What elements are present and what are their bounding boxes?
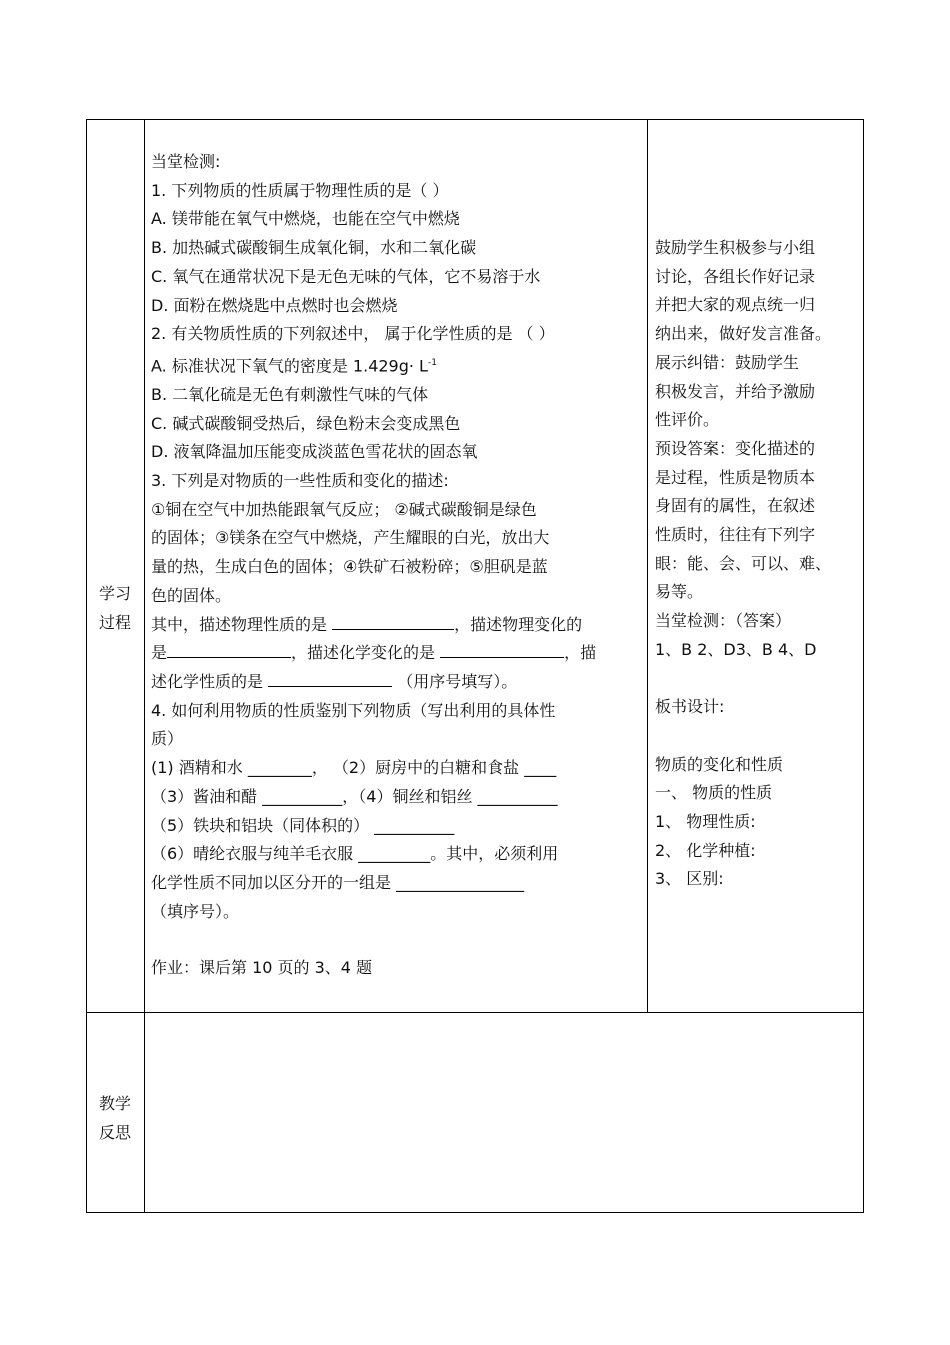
- classroom-test-content: [151, 148, 643, 983]
- side-note-line: 纳出来，做好发言准备。: [655, 324, 832, 344]
- question-4-item: （填序号）。: [151, 901, 240, 921]
- column-divider-left: [144, 120, 145, 1213]
- question-4-item: (1) 酒精和水 ________， （2）厨房中的白糖和食盐 ____: [151, 758, 557, 778]
- lesson-table: [86, 119, 864, 1213]
- question-4-item: （5）铁块和铝块（同体积的） __________: [151, 815, 455, 835]
- side-note-line: 展示纠错：鼓励学生: [655, 352, 800, 372]
- side-note-line: 性质时，往往有下列字: [655, 525, 816, 545]
- fill-text: ，描述物理变化的: [454, 614, 583, 634]
- side-note-line: 讨论，各组长作好记录: [655, 266, 816, 286]
- side-note-line: 1、B 2、D3、B 4、D: [655, 639, 817, 659]
- question-3-line: 的固体；③镁条在空气中燃烧，产生耀眼的白光，放出大: [151, 528, 550, 548]
- row-label-line: 学习: [98, 584, 131, 603]
- question-1-option-c: C. 氧气在通常状况下是无色无味的气体，它不易溶于水: [151, 266, 541, 286]
- column-divider-right: [647, 120, 648, 1012]
- fill-text: 是: [151, 643, 168, 663]
- side-note-line: 板书设计:: [655, 697, 725, 717]
- fill-text: 述化学性质的是: [151, 671, 264, 691]
- answer-blank-chemical-property[interactable]: [268, 668, 392, 687]
- answer-blank-physical-property[interactable]: [332, 611, 454, 630]
- fill-text: ，描: [564, 643, 597, 663]
- side-note-line: 是过程，性质是物质本: [655, 467, 816, 487]
- question-1-option-a: A. 镁带能在氧气中燃烧，也能在空气中燃烧: [151, 209, 460, 229]
- answer-blank-physical-change[interactable]: [167, 639, 291, 658]
- fill-text: （用序号填写）。: [397, 671, 518, 691]
- question-3-line: ①铜在空气中加热能跟氧气反应； ②碱式碳酸铜是绿色: [151, 499, 537, 519]
- side-note-line: 3、 区别:: [655, 869, 724, 889]
- question-2-option-b: B. 二氧化硫是无色有刺激性气味的气体: [151, 384, 429, 404]
- row-label-line: 过程: [98, 613, 131, 632]
- side-note-line: 预设答案：变化描述的: [655, 438, 816, 458]
- question-3-line: 量的热，生成白色的固体；④铁矿石被粉碎；⑤胆矾是蓝: [151, 557, 548, 577]
- question-3-line: 色的固体。: [151, 585, 232, 605]
- question-2-option-d: D. 液氧降温加压能变成淡蓝色雪花状的固态氧: [151, 442, 478, 462]
- side-note-line: 性评价。: [655, 410, 720, 430]
- question-2: 2. 有关物质性质的下列叙述中， 属于化学性质的是 （ ）: [151, 324, 555, 344]
- question-4: 4. 如何利用物质的性质鉴别下列物质（写出利用的具体性: [151, 700, 556, 720]
- side-note-line: 身固有的属性，在叙述: [655, 496, 816, 516]
- fill-text: ，描述化学变化的是: [291, 643, 436, 663]
- question-2-option-c: C. 碱式碳酸铜受热后，绿色粉末会变成黑色: [151, 413, 461, 433]
- question-4-item: （6）晴纶衣服与纯羊毛衣服 _________。其中，必须利用: [151, 844, 559, 864]
- side-note-line: 积极发言，并给予激励: [655, 381, 816, 401]
- row-label-teaching-reflection: [87, 1089, 143, 1147]
- side-note-line: 2、 化学种植:: [655, 840, 756, 860]
- row-label-line: 反思: [98, 1123, 131, 1142]
- homework-line: 作业：课后第 10 页的 3、4 题: [151, 958, 373, 978]
- fill-text: 其中，描述物理性质的是: [151, 614, 328, 634]
- side-note-line: [655, 722, 855, 751]
- side-note-line: [655, 665, 855, 694]
- question-3-fill-line: [151, 611, 643, 640]
- side-note-line: 易等。: [655, 582, 704, 602]
- side-note-line: 1、 物理性质:: [655, 812, 756, 832]
- question-1: 1. 下列物质的性质属于物理性质的是（ ）: [151, 180, 449, 200]
- question-1-option-d: D. 面粉在燃烧匙中点燃时也会燃烧: [151, 295, 398, 315]
- teacher-notes-column: [655, 234, 855, 894]
- side-note-line: 当堂检测：（答案）: [655, 611, 792, 631]
- question-3-fill-line: [151, 639, 643, 668]
- spacer: [151, 926, 643, 954]
- question-3-fill-line: [151, 668, 643, 697]
- row-divider: [87, 1012, 864, 1013]
- answer-blank-chemical-change[interactable]: [440, 639, 564, 658]
- section-heading: 当堂检测:: [151, 152, 221, 171]
- superscript: -1: [427, 357, 437, 368]
- side-note-line: 并把大家的观点统一归: [655, 295, 816, 315]
- question-3: 3. 下列是对物质的一些性质和变化的描述:: [151, 471, 449, 491]
- question-1-option-b: B. 加热碱式碳酸铜生成氧化铜，水和二氧化碳: [151, 238, 477, 258]
- question-2-option-a: [151, 349, 643, 381]
- row-label-line: 教学: [98, 1094, 131, 1113]
- side-note-line: 鼓励学生积极参与小组: [655, 238, 816, 257]
- row-label-learning-process: [87, 579, 143, 637]
- side-note-line: 眼：能、会、可以、难、: [655, 553, 832, 573]
- option-text: A. 标准状况下氧气的密度是 1.429g· L: [151, 356, 428, 376]
- question-4-item: 化学性质不同加以区分开的一组是 ________________: [151, 872, 525, 892]
- question-4-item: （3）酱油和醋 __________，（4）铜丝和铝丝 __________: [151, 786, 558, 806]
- side-note-line: 物质的变化和性质: [655, 754, 784, 774]
- question-4-line: 质）: [151, 729, 184, 749]
- side-note-line: 一、 物质的性质: [655, 783, 773, 803]
